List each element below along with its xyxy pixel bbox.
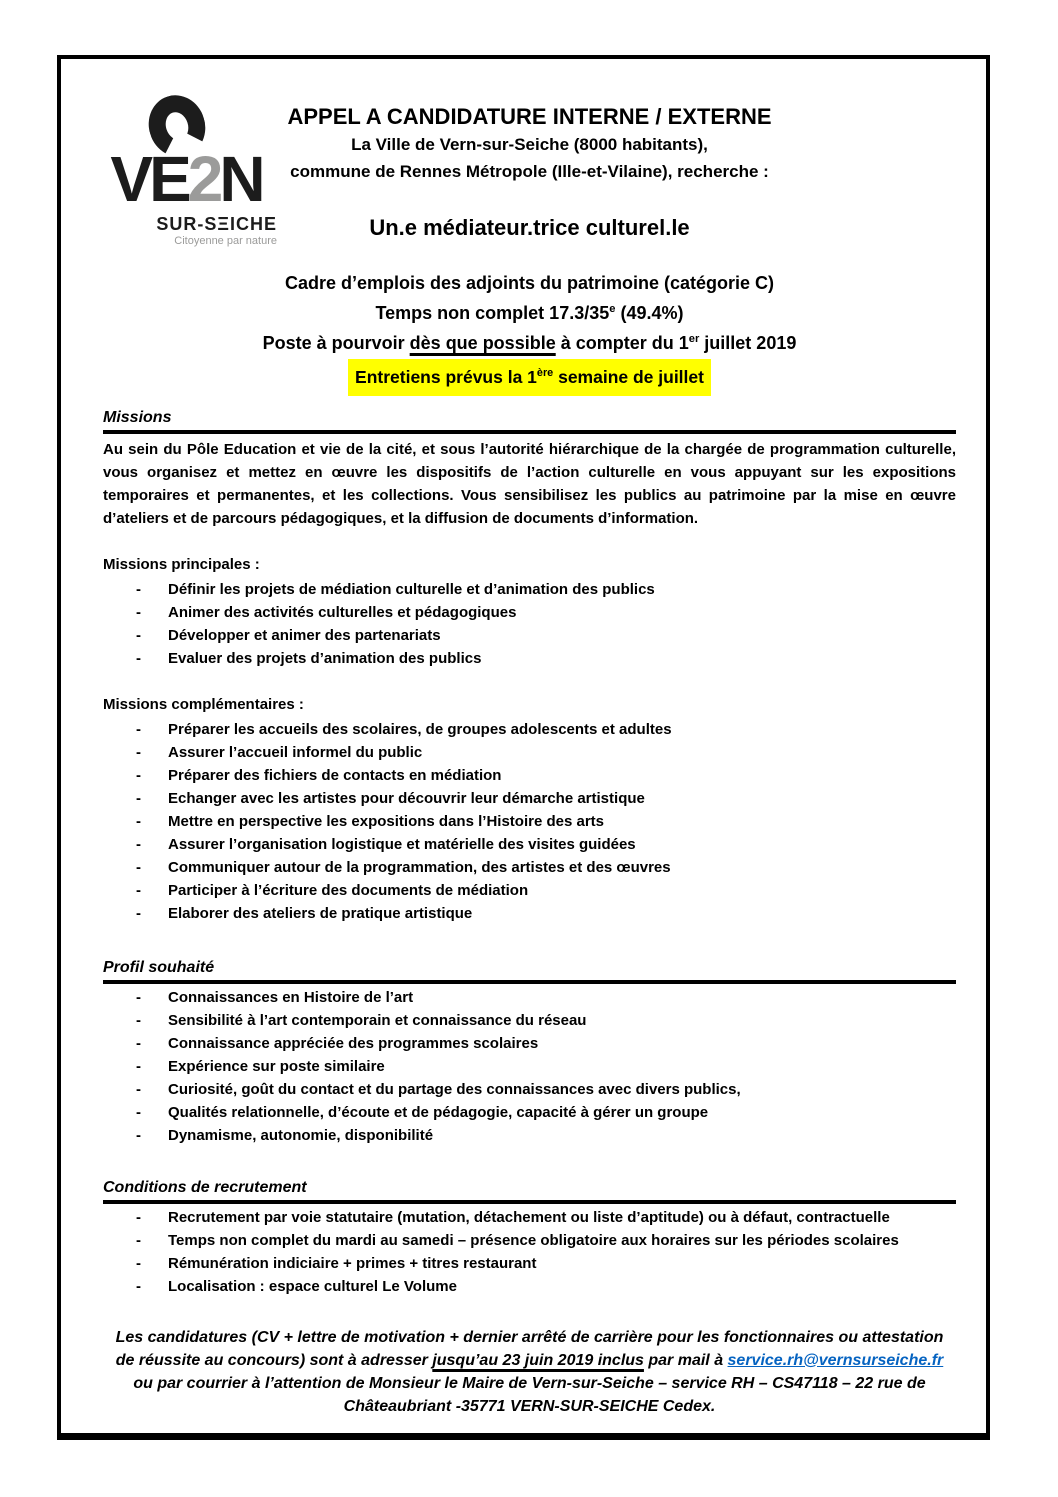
list-item: - Animer des activités culturelles et pédagogiques (103, 601, 956, 624)
list-item: - Communiquer autour de la programmation, des artistes et des œuvres (103, 856, 956, 879)
highlight-text-end: semaine de juillet (553, 366, 704, 387)
profil-list (103, 986, 956, 1147)
list-item: - Recrutement par voie statutaire (mutation, détachement ou liste d’aptitude) ou à défaut, contractuelle (103, 1206, 956, 1229)
list-item: - Expérience sur poste similaire (103, 1055, 956, 1078)
list-item: - Curiosité, goût du contact et du partage des connaissances avec divers publics, (103, 1078, 956, 1101)
temps-line (103, 298, 956, 328)
temps-text: Temps non complet 17.3/35 (375, 302, 610, 323)
list-item: - Assurer l’accueil informel du public (103, 741, 956, 764)
temps-percent: (49.4%) (615, 302, 684, 323)
list-item: - Temps non complet du mardi au samedi – présence obligatoire aux horaires sur les périodes scolaires (103, 1229, 956, 1252)
poste-superscript: er (688, 332, 700, 345)
application-instructions (107, 1326, 952, 1418)
list-item: - Rémunération indiciaire + primes + titres restaurant (103, 1252, 956, 1275)
interview-highlight (348, 359, 711, 396)
list-item: - Localisation : espace culturel Le Volume (103, 1275, 956, 1298)
footer-text-1: Les candidatures (CV + lettre de motivation + dernier arrêté de carrière pour les fonctionnaires ou attestation de réussite au concours) sont à adresser (115, 1328, 944, 1369)
list-item: - Développer et animer des partenariats (103, 624, 956, 647)
poste-underlined-text: dès que possible (409, 332, 556, 353)
temps-superscript: e (609, 302, 616, 315)
logo-letter-r-stylized: 2 (187, 143, 220, 215)
subtitle-line-2: commune de Rennes Métropole (Ille-et-Vilaine), recherche : (290, 161, 769, 181)
footer-text-2: par mail à (643, 1351, 728, 1369)
highlight-line-wrap (103, 358, 956, 396)
page-border-frame (57, 55, 990, 1440)
application-deadline: jusqu’au 23 juin 2019 inclus (432, 1351, 644, 1369)
missions-complementaires-label: Missions complémentaires : (103, 695, 304, 713)
list-item: - Sensibilité à l’art contemporain et connaissance du réseau (103, 1009, 956, 1032)
subtitle-line-1: La Ville de Vern-sur-Seiche (8000 habitants), (351, 134, 708, 154)
list-item: - Evaluer des projets d’animation des publics (103, 647, 956, 670)
missions-principales-label: Missions principales : (103, 555, 260, 573)
missions-principales-list (103, 578, 956, 670)
list-item: - Connaissance appréciée des programmes scolaires (103, 1032, 956, 1055)
logo-letter-n: N (219, 143, 262, 215)
list-item: - Participer à l’écriture des documents de médiation (103, 879, 956, 902)
email-link[interactable]: service.rh@vernsurseiche.fr (727, 1351, 944, 1369)
list-item: - Connaissances en Histoire de l’art (103, 986, 956, 1009)
profil-heading: Profil souhaité (103, 959, 956, 984)
job-title: Un.e médiateur.trice culturel.le (369, 214, 690, 240)
missions-complementaires-list (103, 718, 956, 925)
list-item: - Définir les projets de médiation culturelle et d’animation des publics (103, 578, 956, 601)
list-item: - Elaborer des ateliers de pratique artistique (103, 902, 956, 925)
logo-subtitle: SUR-SΞICHE (156, 214, 277, 234)
missions-intro-paragraph: Au sein du Pôle Education et vie de la cité, et sous l’autorité hiérarchique de la chargée de programmation culturelle, vous organisez et mettez en œuvre les dispositifs de l’action culturelle en vous appuyant sur les expositions temporaires et permanentes, et les collections. Vous sensibilisez les publics au patrimoine par la mise en œuvre d’ateliers et de parcours pédagogiques, et la diffusion de documents d’information. (103, 440, 956, 527)
list-item: - Mettre en perspective les expositions dans l’Histoire des arts (103, 810, 956, 833)
missions-heading: Missions (103, 409, 956, 434)
poste-mid-text: à compter du 1 (555, 332, 689, 353)
poste-text: Poste à pourvoir (262, 332, 410, 353)
list-item: - Echanger avec les artistes pour découvrir leur démarche artistique (103, 787, 956, 810)
logo-tagline: Citoyenne par nature (174, 235, 277, 247)
highlight-text: Entretiens prévus la 1 (355, 366, 537, 387)
document-title: APPEL A CANDIDATURE INTERNE / EXTERNE (287, 104, 772, 129)
list-item: - Qualités relationnelle, d’écoute et de pédagogie, capacité à gérer un groupe (103, 1101, 956, 1124)
logo-letters-ve: VE (110, 143, 188, 215)
logo-wordmark (91, 143, 281, 215)
conditions-heading: Conditions de recrutement (103, 1179, 956, 1204)
cadre-line: Cadre d’emplois des adjoints du patrimoine (catégorie C) (284, 272, 775, 293)
list-item: - Assurer l’organisation logistique et matérielle des visites guidées (103, 833, 956, 856)
footer-text-3: ou par courrier à l’attention de Monsieur le Maire de Vern-sur-Seiche – service RH – CS47118 – 22 rue de Châteaubriant -35771 VERN-SUR-SEICHE Cedex. (133, 1374, 926, 1415)
list-item: - Dynamisme, autonomie, disponibilité (103, 1124, 956, 1147)
vern-logo (91, 95, 281, 247)
poste-date-text: juillet 2019 (699, 332, 797, 353)
poste-line (103, 328, 956, 358)
highlight-superscript: ère (536, 366, 554, 379)
list-item: - Préparer les accueils des scolaires, de groupes adolescents et adultes (103, 718, 956, 741)
list-item: - Préparer des fichiers de contacts en médiation (103, 764, 956, 787)
conditions-list (103, 1206, 956, 1298)
